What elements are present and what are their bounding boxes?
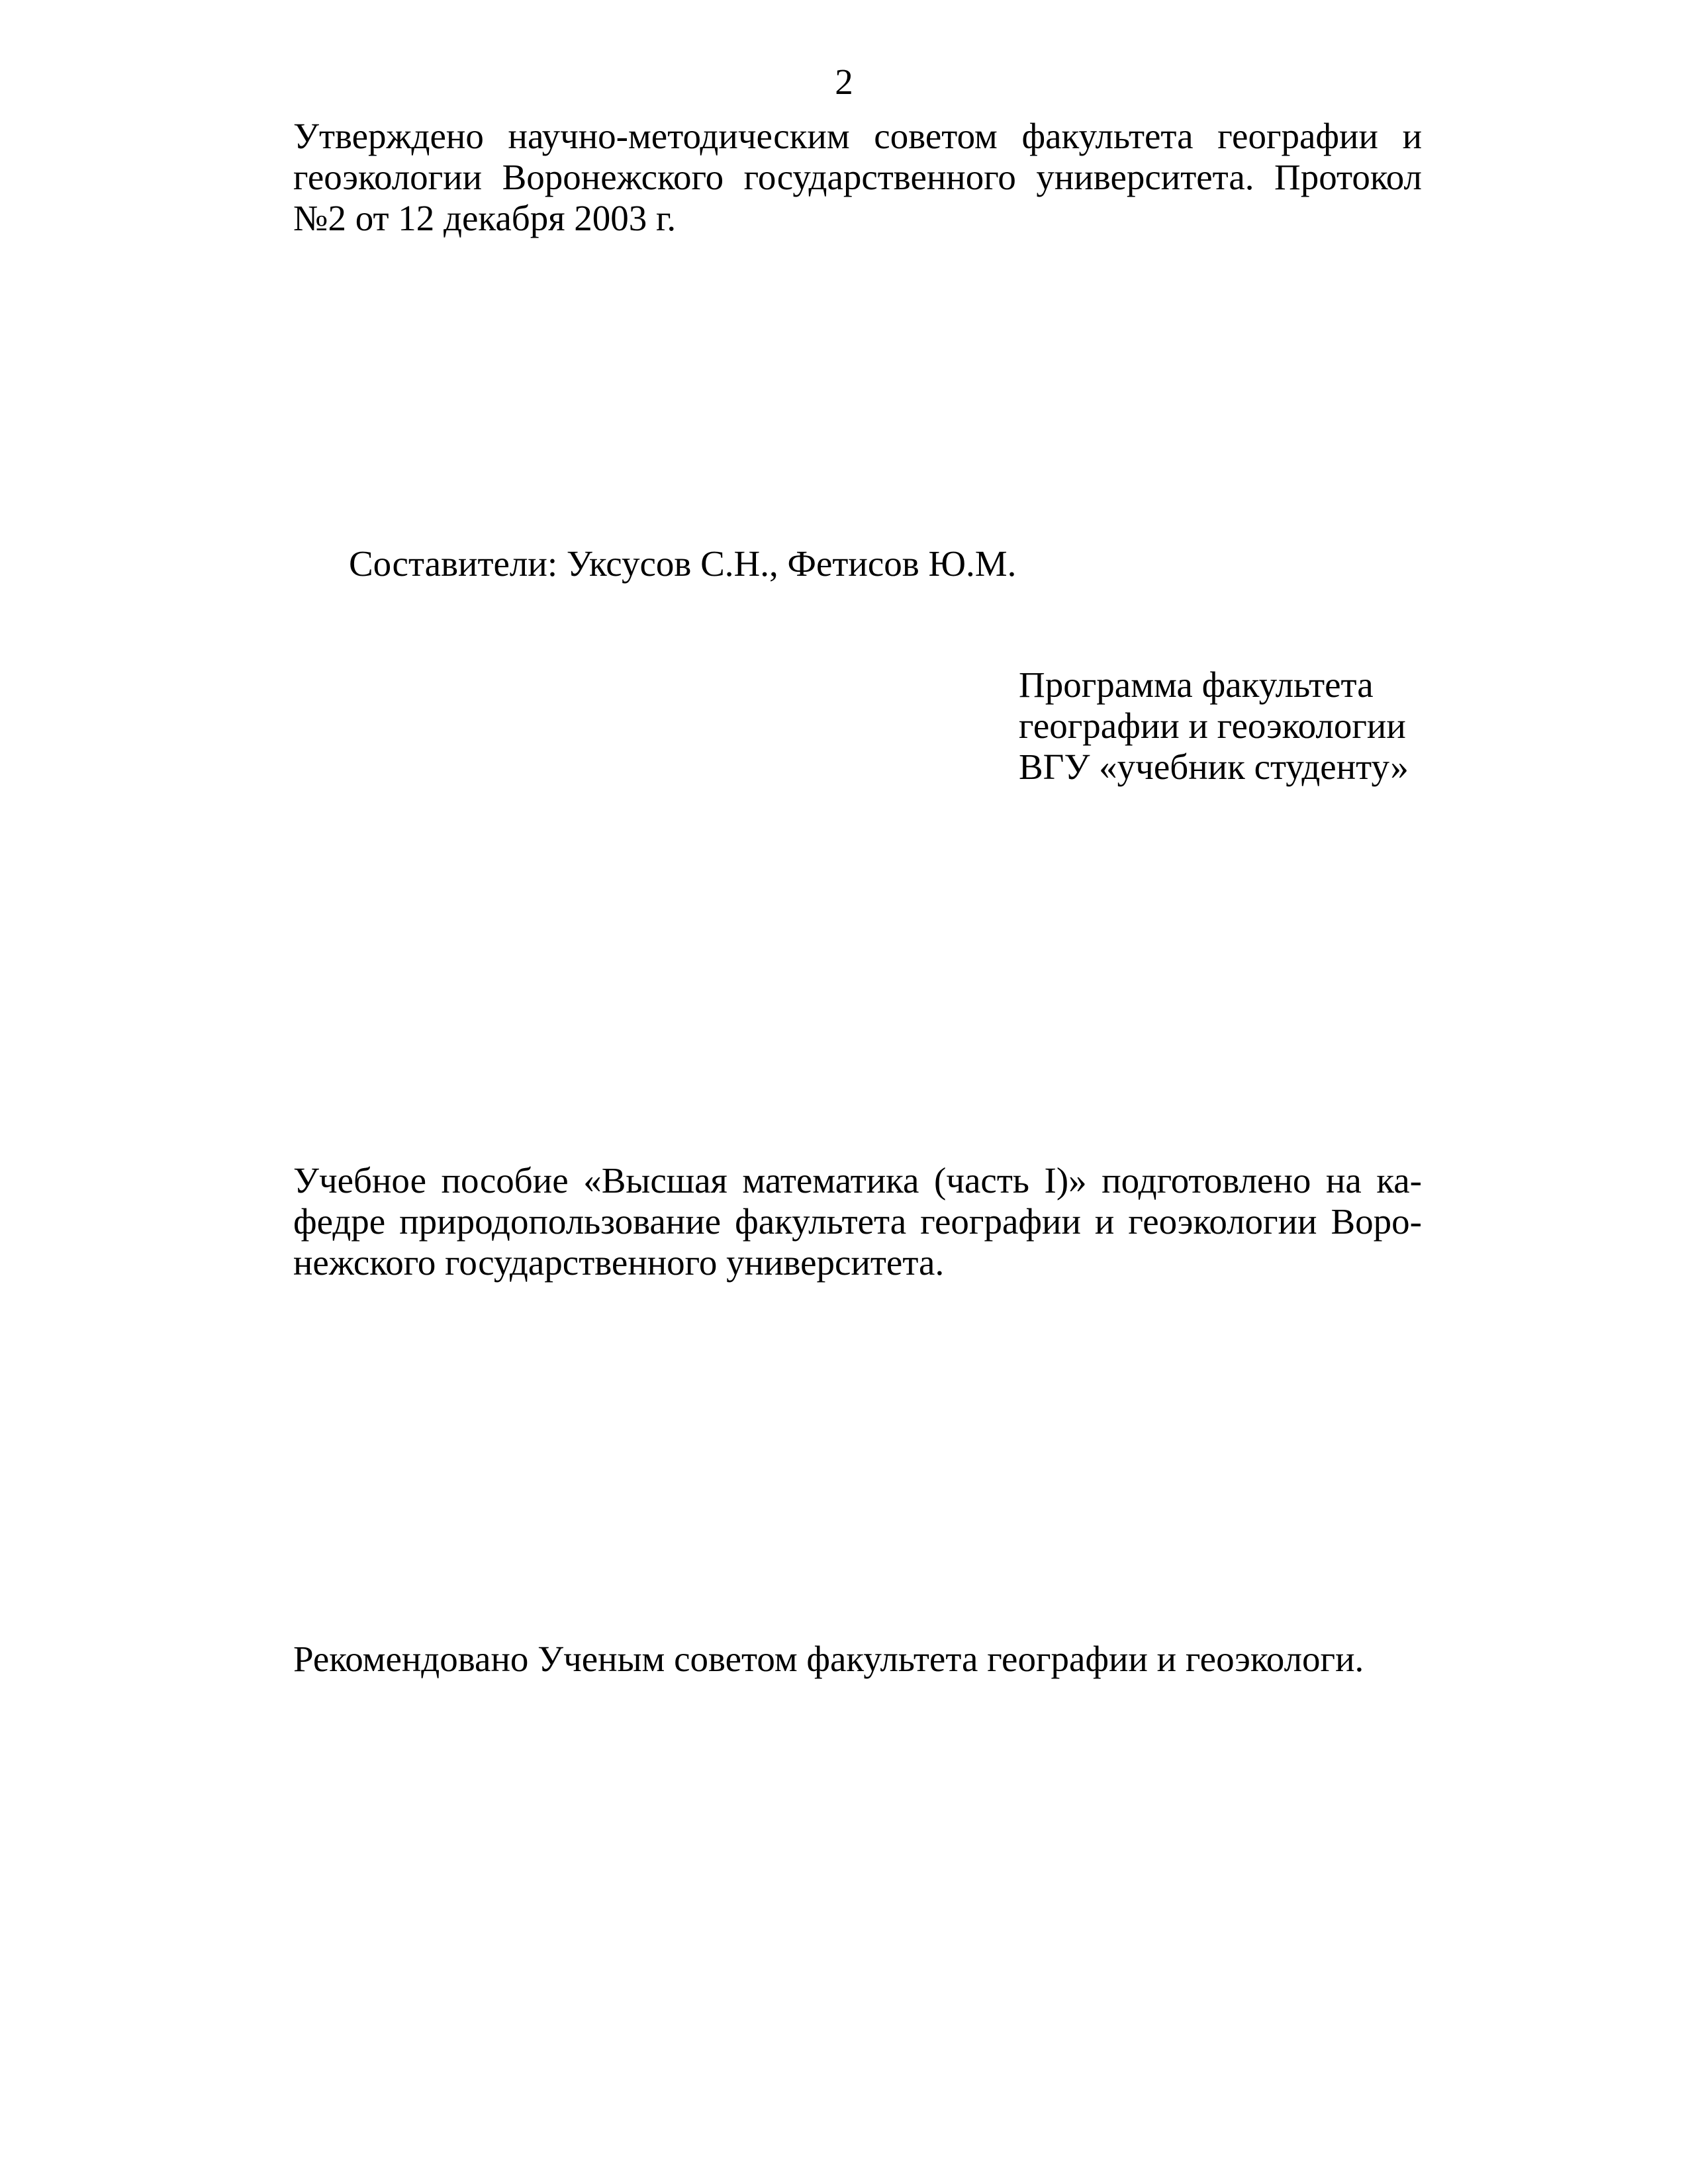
program-line-1: Программа факультета <box>1019 664 1374 705</box>
program-line-3: ВГУ «учебник студенту» <box>1019 747 1409 787</box>
recommendation-line: Рекомендовано Ученым советом факультета географии и геоэкологи. <box>293 1639 1364 1679</box>
description-line-2: федре природопользование факультета географии и геоэкологии Воро- <box>293 1201 1422 1242</box>
page-number: 2 <box>835 62 853 102</box>
program-line-2: географии и геоэкологии <box>1019 705 1406 746</box>
description-line-3: нежского государственного университета. <box>293 1242 945 1283</box>
description-line-1: Учебное пособие «Высшая математика (часть I)» подготовлено на ка- <box>293 1160 1422 1201</box>
approval-line-3: №2 от 12 декабря 2003 г. <box>293 198 677 238</box>
approval-line-1: Утверждено научно-методическим советом факультета географии и <box>293 116 1422 156</box>
approval-line-2: геоэкологии Воронежского государственного университета. Протокол <box>293 157 1422 197</box>
compilers-line: Составители: Уксусов С.Н., Фетисов Ю.М. <box>349 543 1017 584</box>
